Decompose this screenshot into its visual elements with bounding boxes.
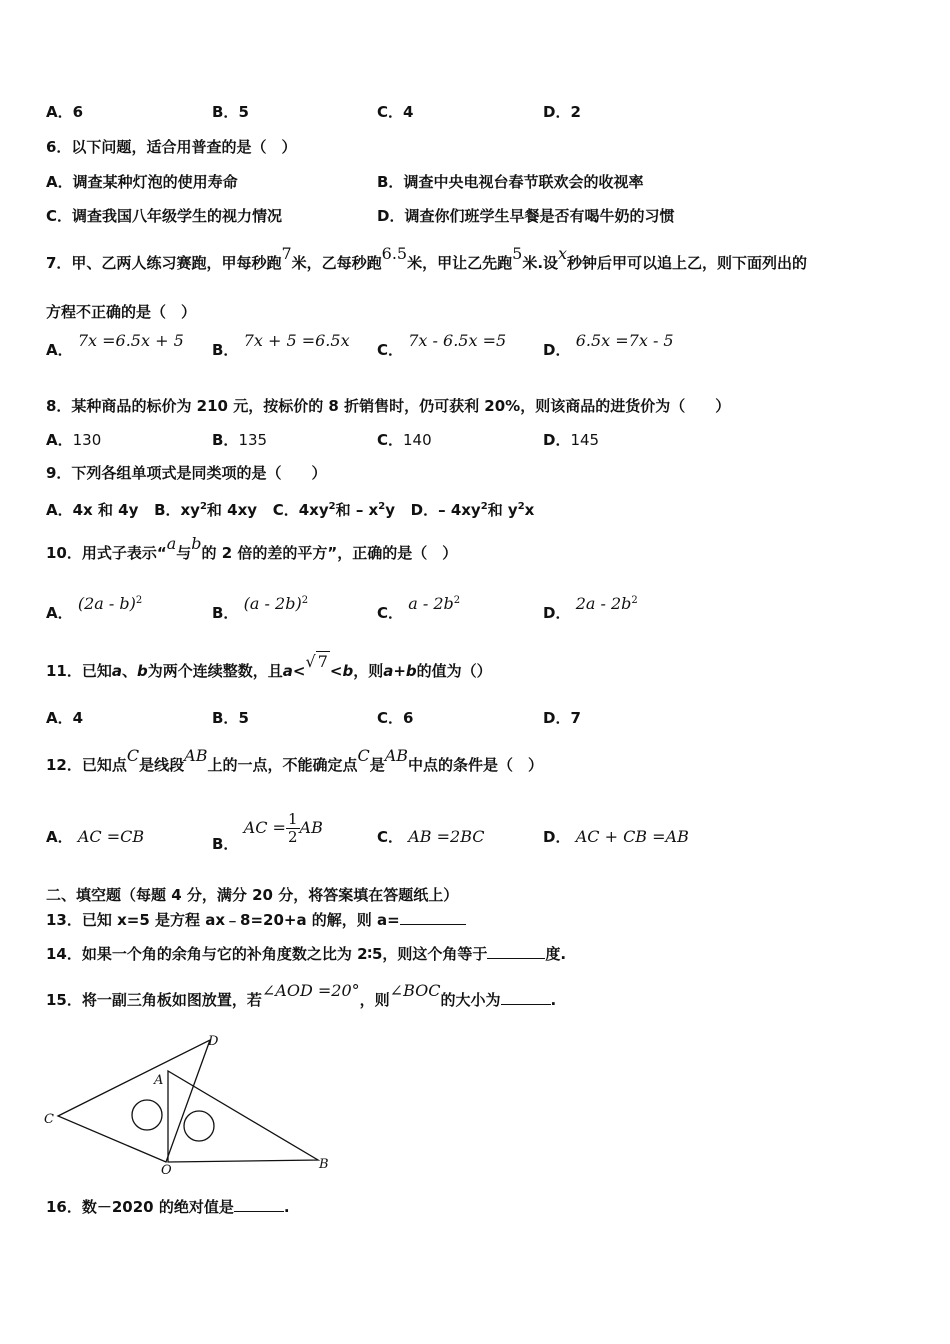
- q11-option-b: B．5: [212, 709, 249, 727]
- q10-option-c: C． a - $2b^2$: [377, 594, 461, 622]
- triangle-figure: [40, 1030, 340, 1175]
- q8-option-c: C．140: [377, 431, 432, 449]
- label-a: A: [154, 1073, 164, 1088]
- q8-option-d: D．145: [543, 431, 600, 449]
- q9-stem: 9．下列各组单项式是同类项的是（ ）: [46, 464, 327, 482]
- q15: 15．将一副三角板如图放置，若∠AOD =20°，则∠BOC的大小为 .: [46, 981, 557, 1009]
- section-title: 二、填空题（每题 4 分，满分 20 分，将答案填在答题纸上）: [46, 886, 459, 904]
- q7-stem-line2: 方程不正确的是（ ）: [46, 303, 197, 321]
- q5-option-b: B．5: [212, 103, 249, 121]
- q7-stem: 7．甲、乙两人练习赛跑，甲每秒跑7米，乙每秒跑6.5米，甲让乙先跑5米.设x秒钟后甲可以追上乙，则下面列出的: [46, 244, 808, 272]
- q5-option-d: D．2: [543, 103, 581, 121]
- q6-option-b: B．调查中央电视台春节联欢会的收视率: [377, 173, 644, 191]
- q12-option-d: D． AC + CB =AB: [543, 827, 689, 846]
- q8-stem: 8．某种商品的标价为 210 元，按标价的 8 折销售时，仍可获利 20%，则该商品的进货价为（ ）: [46, 397, 731, 415]
- q11-option-c: C．6: [377, 709, 414, 727]
- label-c: C: [44, 1112, 54, 1127]
- q8-option-a: A．130: [46, 431, 102, 449]
- label-d: D: [208, 1034, 219, 1049]
- label-o: O: [161, 1163, 172, 1175]
- hole-right: [184, 1111, 214, 1141]
- triangle-cod: [58, 1040, 210, 1162]
- q7-option-d: D． 6.5x =7x - 5: [543, 331, 674, 359]
- q7-option-c: C． 7x - 6.5x =5: [377, 331, 507, 359]
- q11-option-a: A．4: [46, 709, 84, 727]
- q10-option-a: A． (2a - b)$^2$: [46, 594, 143, 622]
- q12-option-b: B． AC = $\frac{1}{2}$ AB: [212, 810, 323, 853]
- triangle-aob: [168, 1071, 318, 1162]
- q9-options: A．4x 和 4y B．$xy^2$和 4xy C．$4xy^2$和 – $x^2y$ D．– $4xy^2$和 $y^2x$: [46, 501, 535, 519]
- q5-option-c: C．4: [377, 103, 414, 121]
- q16: 16．数－2020 的绝对值是 .: [46, 1198, 290, 1216]
- q10-option-b: B． (a - 2b)$^2$: [212, 594, 309, 622]
- q10-stem: 10．用式子表示“a与b的 2 倍的差的平方”，正确的是（ ）: [46, 534, 458, 562]
- q14: 14．如果一个角的余角与它的补角度数之比为 2∶5，则这个角等于 度.: [46, 945, 567, 963]
- q11-option-d: D．7: [543, 709, 581, 727]
- q8-option-b: B．135: [212, 431, 268, 449]
- hole-left: [132, 1100, 162, 1130]
- q11-stem: 11．已知a、b为两个连续整数，且a<√ 7 <b，则a+b的值为（）: [46, 652, 492, 680]
- q6-stem: 6．以下问题，适合用普查的是（ ）: [46, 138, 297, 156]
- q12-option-a: A． AC =CB: [46, 827, 145, 846]
- q7-option-b: B． 7x + 5 =6.5x: [212, 331, 350, 359]
- q12-option-c: C． AB =2BC: [377, 827, 485, 846]
- q5-option-a: A．6: [46, 103, 84, 121]
- label-b: B: [319, 1157, 329, 1172]
- q6-option-d: D．调查你们班学生早餐是否有喝牛奶的习惯: [377, 207, 675, 225]
- q7-option-a: A． 7x =6.5x + 5: [46, 331, 184, 359]
- q10-option-d: D． $2a - 2b^2$: [543, 594, 638, 622]
- q13: 13．已知 x=5 是方程 ax﹣8=20+a 的解，则 a=: [46, 910, 466, 930]
- q6-option-c: C．调查我国八年级学生的视力情况: [46, 207, 283, 225]
- q6-option-a: A．调查某种灯泡的使用寿命: [46, 173, 238, 191]
- q12-stem: 12．已知点C是线段AB上的一点，不能确定点C是AB中点的条件是（ ）: [46, 746, 544, 774]
